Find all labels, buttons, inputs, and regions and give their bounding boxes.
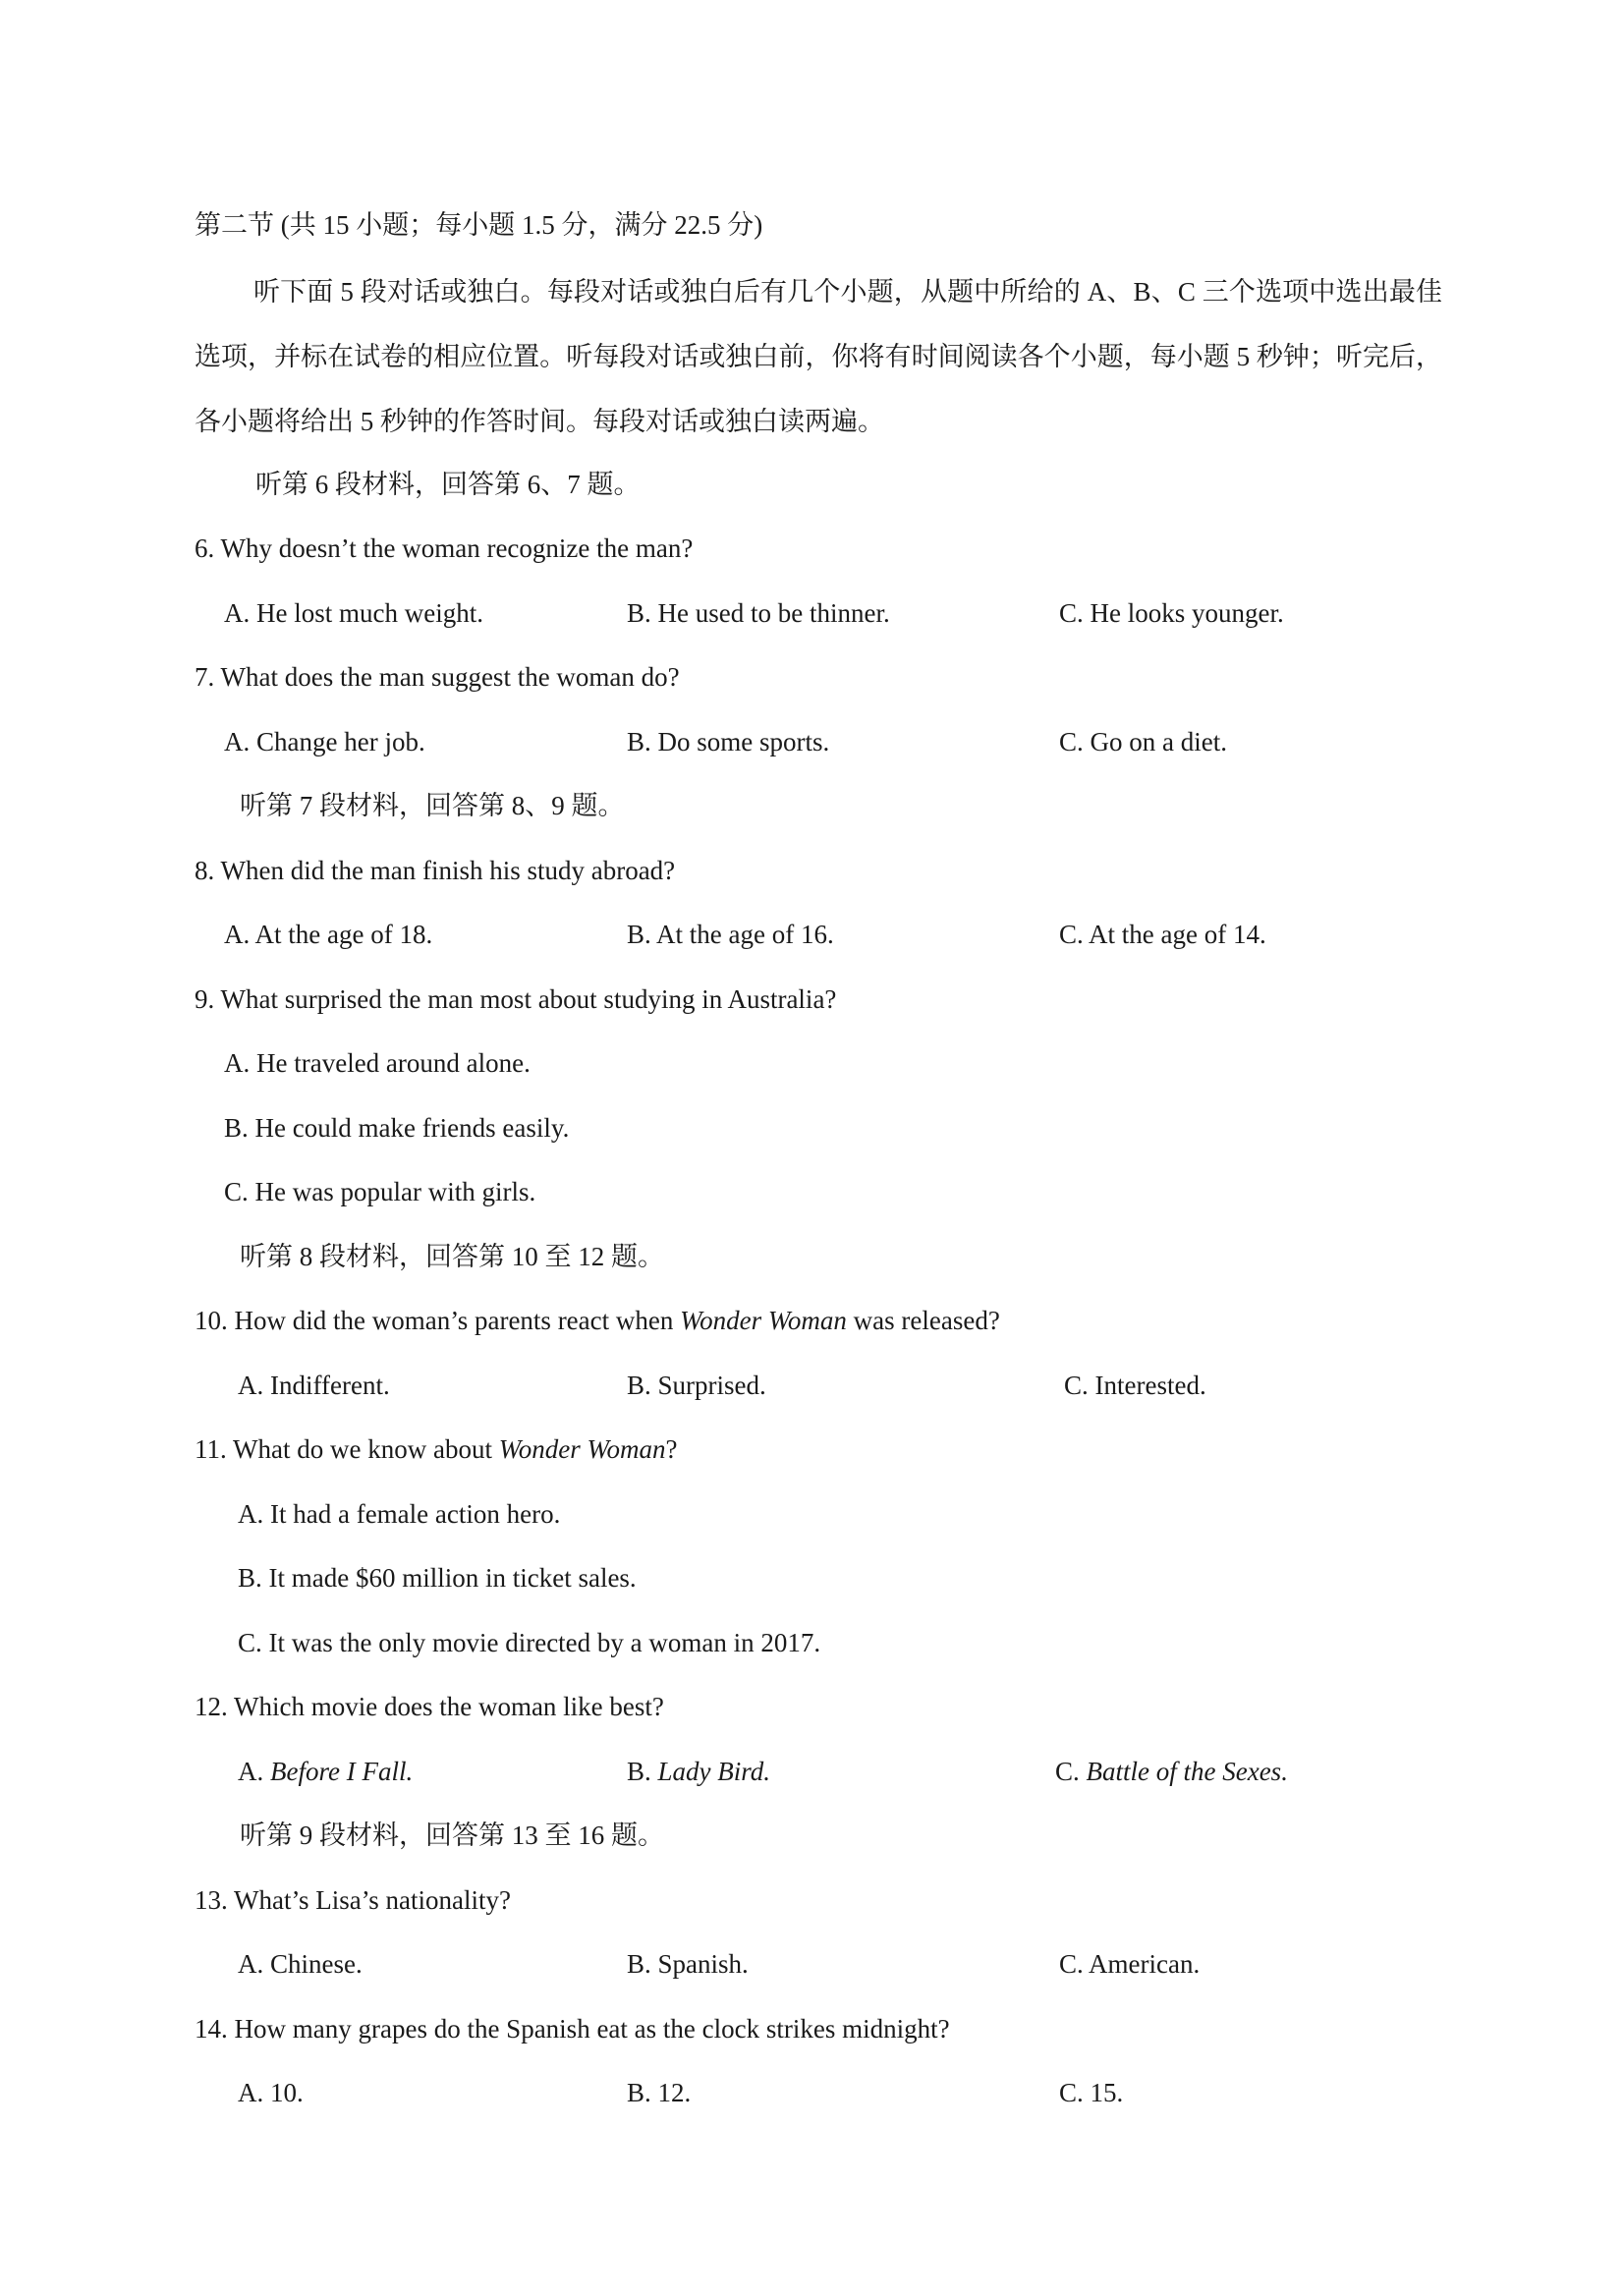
movie-title: Battle of the Sexes. — [1086, 1757, 1288, 1786]
question-7-option-b[interactable]: B. Do some sports. — [627, 727, 830, 756]
question-11-option-c[interactable]: C. It was the only movie directed by a woman in 2017. — [238, 1628, 821, 1657]
question-13-stem: 13. What’s Lisa’s nationality? — [195, 1885, 511, 1915]
question-9-option-a[interactable]: A. He traveled around alone. — [224, 1048, 531, 1078]
question-11-option-a[interactable]: A. It had a female action hero. — [238, 1499, 561, 1529]
group-7-instruction: 听第 7 段材料，回答第 8、9 题。 — [240, 791, 625, 820]
question-7-option-a[interactable]: A. Change her job. — [224, 727, 425, 756]
question-10-stem — [195, 1308, 1000, 1334]
question-7-stem: 7. What does the man suggest the woman do? — [195, 662, 680, 692]
question-9-option-c[interactable]: C. He was popular with girls. — [224, 1177, 536, 1206]
question-9-stem: 9. What surprised the man most about studying in Australia? — [195, 984, 837, 1014]
question-10-stem-pre: 10. How did the woman’s parents react when — [195, 1306, 681, 1335]
question-6-option-b[interactable]: B. He used to be thinner. — [627, 598, 890, 628]
question-6-option-c[interactable]: C. He looks younger. — [1059, 598, 1284, 628]
question-14-option-b[interactable]: B. 12. — [627, 2078, 692, 2107]
group-6-instruction: 听第 6 段材料，回答第 6、7 题。 — [255, 470, 641, 499]
question-9-option-b[interactable]: B. He could make friends easily. — [224, 1113, 570, 1143]
movie-title: Lady Bird. — [657, 1757, 771, 1786]
question-8-option-b[interactable]: B. At the age of 16. — [627, 920, 834, 949]
question-12-option-c[interactable] — [1055, 1759, 1288, 1785]
option-letter: C. — [1055, 1757, 1087, 1786]
question-11-stem — [195, 1436, 677, 1463]
question-8-option-a[interactable]: A. At the age of 18. — [224, 920, 433, 949]
question-14-option-c[interactable]: C. 15. — [1059, 2078, 1124, 2107]
question-8-option-c[interactable]: C. At the age of 14. — [1059, 920, 1266, 949]
question-6-option-a[interactable]: A. He lost much weight. — [224, 598, 483, 628]
question-6-stem: 6. Why doesn’t the woman recognize the man? — [195, 533, 694, 563]
option-letter: A. — [238, 1757, 270, 1786]
option-letter: B. — [627, 1757, 658, 1786]
question-12-option-b[interactable] — [627, 1759, 770, 1785]
section-instructions: 听下面 5 段对话或独白。每段对话或独白后有几个小题，从题中所给的 A、B、C 三个选项中选出最佳选项，并标在试卷的相应位置。听每段对话或独白前，你将有时间阅读各个小题，每小题 5 秒钟；听完后，各小题将给出 5 秒钟的作答时间。每段对话或独白读两遍。 — [195, 277, 1442, 436]
question-8-stem: 8. When did the man finish his study abroad? — [195, 856, 676, 885]
question-11-stem-pre: 11. What do we know about — [195, 1434, 499, 1464]
group-9-instruction: 听第 9 段材料，回答第 13 至 16 题。 — [240, 1820, 664, 1850]
movie-title: Before I Fall. — [270, 1757, 414, 1786]
group-8-instruction: 听第 8 段材料，回答第 10 至 12 题。 — [240, 1242, 664, 1271]
question-10-option-a[interactable]: A. Indifferent. — [238, 1371, 390, 1400]
question-11-stem-post: ? — [665, 1434, 678, 1464]
question-14-option-a[interactable]: A. 10. — [238, 2078, 304, 2107]
question-14-stem: 14. How many grapes do the Spanish eat as the clock strikes midnight? — [195, 2014, 950, 2044]
question-7-option-c[interactable]: C. Go on a diet. — [1059, 727, 1227, 756]
question-12-option-a[interactable] — [238, 1759, 413, 1785]
question-13-option-c[interactable]: C. American. — [1059, 1949, 1201, 1979]
question-10-stem-post: was released? — [846, 1306, 1000, 1335]
movie-title: Wonder Woman — [680, 1306, 847, 1335]
section-heading: 第二节 (共 15 小题；每小题 1.5 分，满分 22.5 分) — [195, 210, 763, 240]
question-13-option-a[interactable]: A. Chinese. — [238, 1949, 363, 1979]
question-10-option-c[interactable]: C. Interested. — [1064, 1371, 1206, 1400]
question-12-stem: 12. Which movie does the woman like best? — [195, 1692, 664, 1721]
question-11-option-b[interactable]: B. It made $60 million in ticket sales. — [238, 1563, 637, 1593]
question-13-option-b[interactable]: B. Spanish. — [627, 1949, 749, 1979]
question-10-option-b[interactable]: B. Surprised. — [627, 1371, 766, 1400]
movie-title: Wonder Woman — [498, 1434, 666, 1464]
